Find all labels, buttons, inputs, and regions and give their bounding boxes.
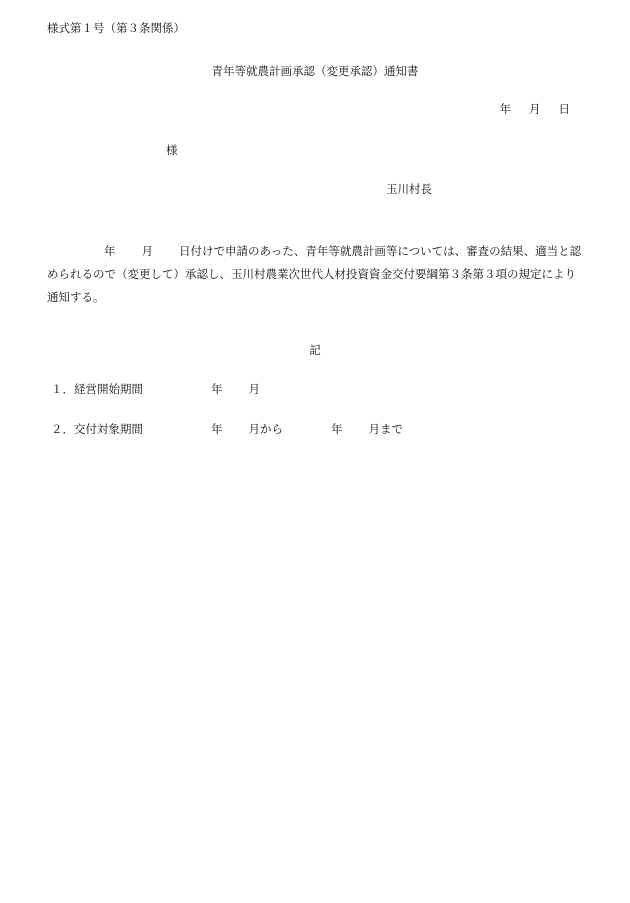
item-label: １．経営開始期間: [51, 382, 143, 396]
item-year: 年: [211, 382, 223, 396]
form-number-label: 様式第１号（第３条関係）: [47, 21, 185, 35]
date-year: 年: [499, 102, 511, 116]
body-month: 月: [141, 244, 153, 258]
item-business-start-period: [51, 381, 260, 397]
body-year: 年: [104, 244, 116, 258]
item-month-from: 月から: [248, 422, 283, 436]
issuer-name: 玉川村長: [386, 182, 432, 196]
date-day: 日: [558, 102, 570, 116]
document-title: 青年等就農計画承認（変更承認）通知書: [211, 64, 419, 78]
ki-heading: 記: [309, 343, 321, 357]
item-year-end: 年: [331, 422, 343, 436]
date-line: [500, 101, 571, 117]
item-month-until: 月まで: [368, 422, 403, 436]
addressee-honorific: 様: [166, 143, 178, 157]
item-grant-period: [51, 421, 403, 437]
body-paragraph: [47, 240, 583, 309]
item-label: ２．交付対象期間: [51, 422, 143, 436]
item-month: 月: [248, 382, 260, 396]
item-year: 年: [211, 422, 223, 436]
date-month: 月: [529, 102, 541, 116]
body-text: 日付けで申請のあった、青年等就農計画等については、審査の結果、適当と認められるので（変更して）承認し、玉川村農業次世代人材投資資金交付要綱第３条第３項の規定により通知する。: [47, 244, 582, 304]
